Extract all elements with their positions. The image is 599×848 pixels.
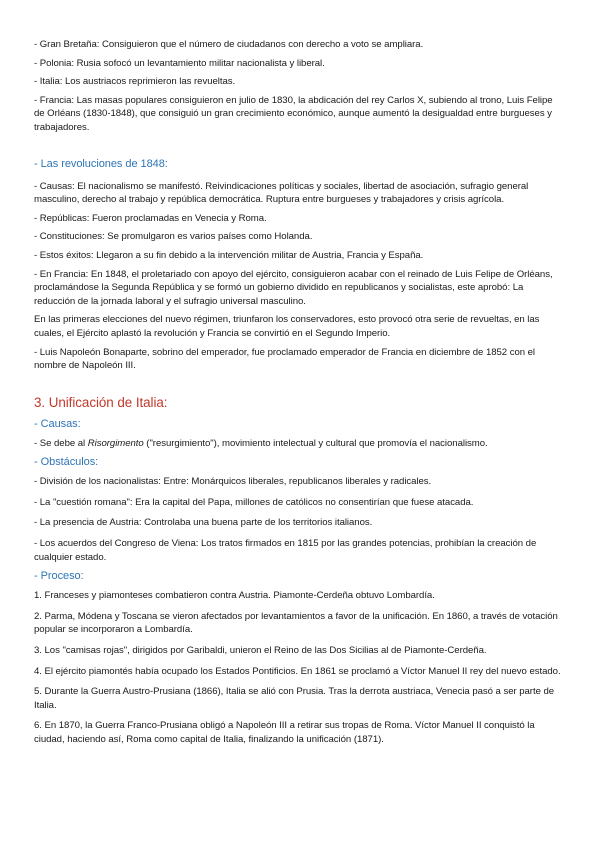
paragraph-proceso-3: 3. Los "camisas rojas", dirigidos por Garibaldi, unieron el Reino de las Dos Sicilias al de Piamonte-Cerdeña. — [34, 645, 487, 657]
paragraph-proceso-4: 4. El ejército piamontés había ocupado los Estados Pontificios. En 1861 se proclamó a Víctor Manuel II rey del nuevo estado. — [34, 665, 561, 677]
paragraph-proceso-5: 5. Durante la Guerra Austro-Prusiana (1866), Italia se alió con Prusia. Tras la derrota austriaca, Venecia pasó a ser parte de Italia. — [34, 686, 555, 711]
paragraph-constituciones: - Constituciones: Se promulgaron es varios países como Holanda. — [34, 231, 313, 243]
paragraph-francia-1848: - En Francia: En 1848, el proletariado con apoyo del ejército, consiguieron acabar con el reinado de Luis Felipe de Orléans, proclamándose la Segunda República y se formó un gobierno dividido en republicanos y socialistas, este aprobó: La reducción de la jornada laboral y el sufragio universal masculino. — [34, 268, 553, 307]
risorgimento-term: Risorgimento — [87, 437, 144, 449]
paragraph-proceso-2: 2. Parma, Módena y Toscana se vieron afectados por levantamientos a favor de la unificación. En 1860, a través de votación popular se incorporaron a Lombardía. — [34, 610, 558, 636]
paragraph-risorgimento — [34, 437, 565, 451]
paragraph-causas-1848: - Causas: El nacionalismo se manifestó. Reivindicaciones políticas y sociales, libertad de asociación, sufragio general masculino, derecho al trabajo y república democrática. Ruptura entre burgueses y trabajadores y crisis agrícola. — [34, 180, 529, 206]
paragraph-luis-napoleon: - Luis Napoleón Bonaparte, sobrino del emperador, fue proclamado emperador de Francia en diciembre de 1852 con el nombre de Napoleón III. — [34, 346, 535, 372]
paragraph-congreso-viena: - Los acuerdos del Congreso de Viena: Los tratos firmados en 1815 por las grandes potencias, prohibían la creación de cualquier estado. — [34, 538, 537, 563]
paragraph-polonia: - Polonia: Rusia sofocó un levantamiento militar nacionalista y liberal. — [34, 57, 325, 69]
risorgimento-suffix: ("resurgimiento"), movimiento intelectual y cultural que promovía el nacionalismo. — [143, 437, 488, 449]
paragraph-italia: - Italia: Los austriacos reprimieron las revueltas. — [34, 76, 236, 88]
paragraph-gran-bretana: - Gran Bretaña: Consiguieron que el número de ciudadanos con derecho a voto se ampliara. — [34, 39, 424, 50]
paragraph-republicas: - Repúblicas: Fueron proclamadas en Venecia y Roma. — [34, 212, 267, 224]
paragraph-presencia-austria: - La presencia de Austria: Controlaba una buena parte de los territorios italianos. — [34, 517, 373, 529]
paragraph-proceso-1: 1. Franceses y piamonteses combatieron contra Austria. Piamonte-Cerdeña obtuvo Lombardía. — [34, 590, 435, 602]
heading-proceso: - Proceso: — [34, 570, 84, 583]
paragraph-francia: - Francia: Las masas populares consiguieron en julio de 1830, la abdicación del rey Carlos X, subiendo al trono, Luis Felipe de Orléans (1830-1848), que consiguió un gran crecimiento económico, aunque aumentó la desigualdad entre burgueses y trabajadores. — [34, 94, 553, 133]
heading-unificacion-italia: 3. Unificación de Italia: — [34, 394, 168, 410]
heading-obstaculos: - Obstáculos: — [34, 456, 99, 469]
paragraph-proceso-6: 6. En 1870, la Guerra Franco-Prusiana obligó a Napoleón III a retirar sus tropas de Roma. Víctor Manuel II conquistó la ciudad, haciendo así, Roma como capital de Italia, finalizando la unificación (1871). — [34, 720, 535, 745]
heading-causas: - Causas: — [34, 417, 81, 430]
paragraph-elecciones: En las primeras elecciones del nuevo régimen, triunfaron los conservadores, esto provocó otra serie de revueltas, en las cuales, el Ejército aplastó la revolución y Francia se convirtió en el Segundo Imperio. — [34, 314, 540, 339]
paragraph-exitos: - Estos éxitos: Llegaron a su fin debido a la intervención militar de Austria, Francia y España. — [34, 249, 424, 261]
risorgimento-prefix: - Se debe al — [34, 437, 88, 449]
paragraph-division: - División de los nacionalistas: Entre: Monárquicos liberales, republicanos liberales y radicales. — [34, 476, 432, 488]
heading-revoluciones-1848: - Las revoluciones de 1848: — [34, 157, 168, 170]
paragraph-cuestion-romana: - La "cuestión romana": Era la capital del Papa, millones de católicos no consentirían que fuese atacada. — [34, 496, 474, 508]
